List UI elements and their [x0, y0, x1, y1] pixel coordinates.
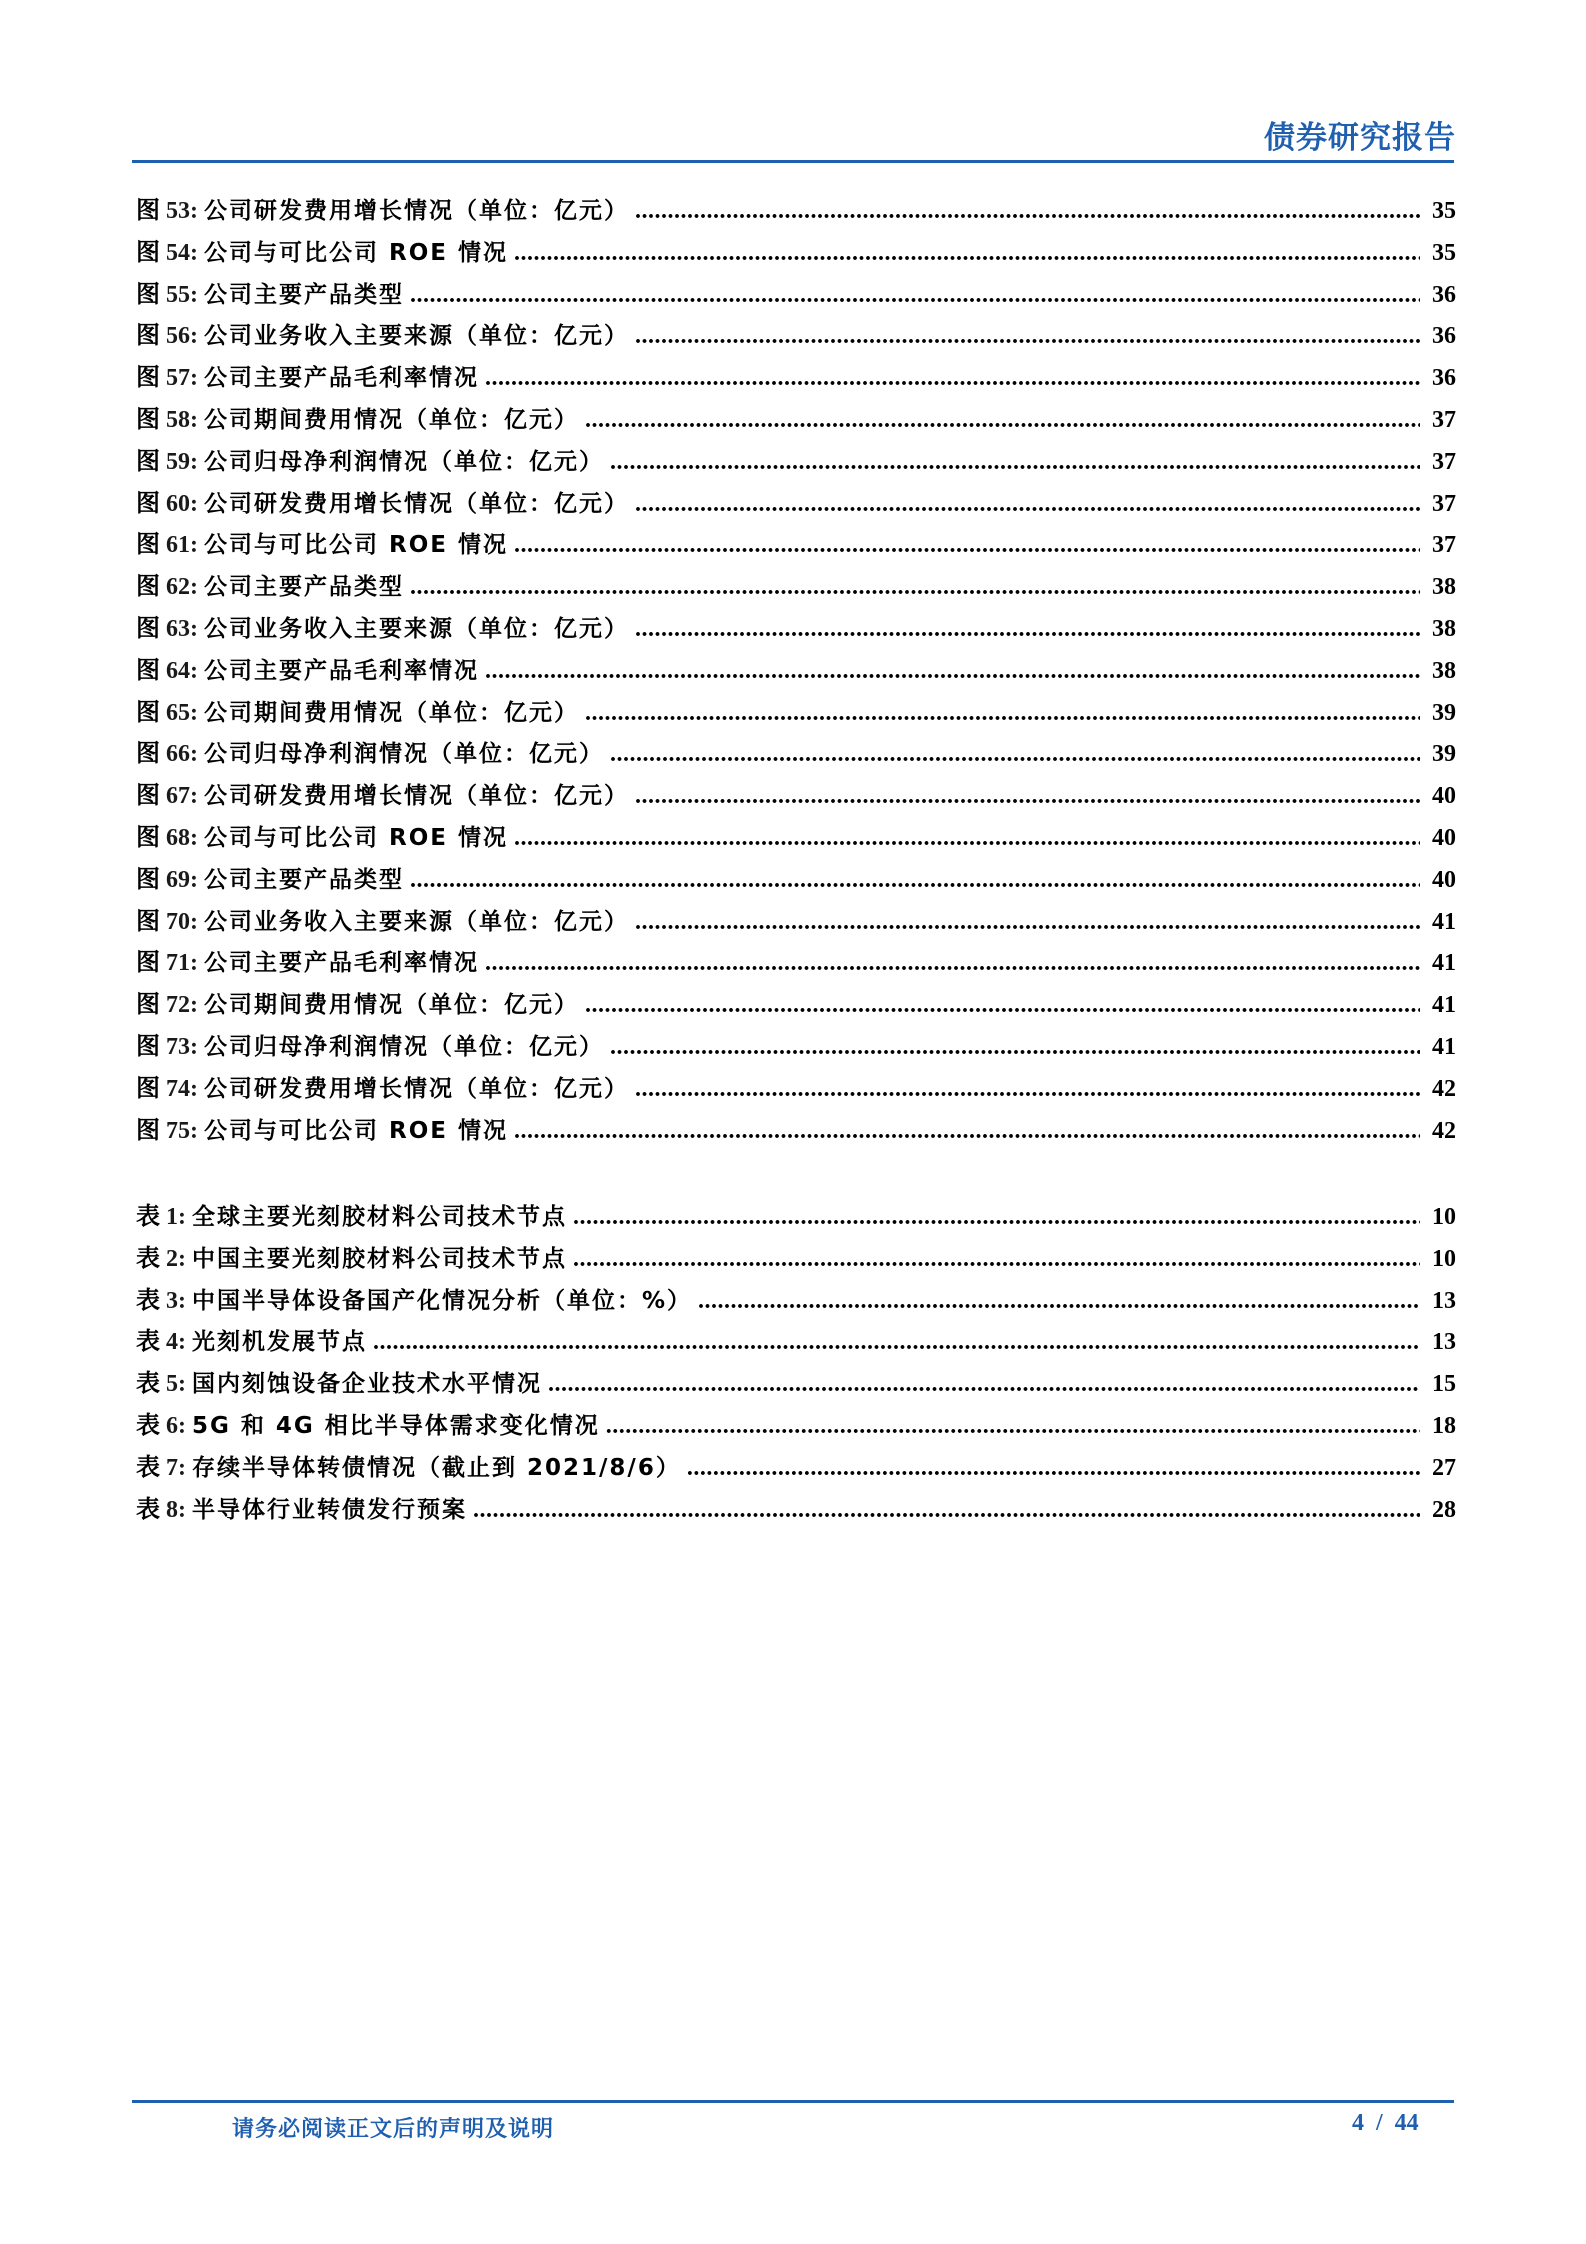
- dot-leader: [635, 616, 1420, 643]
- dot-leader: [635, 909, 1420, 936]
- dot-leader: [635, 323, 1420, 350]
- dot-leader: [585, 407, 1420, 434]
- entry-title: 公司与可比公司 ROE 情况: [204, 824, 508, 851]
- toc-entry[interactable]: [136, 1026, 1456, 1068]
- entry-page-number: 36: [1432, 281, 1456, 308]
- header-divider: [132, 160, 1454, 163]
- entry-page-number: 27: [1432, 1454, 1456, 1481]
- entry-page-number: 15: [1432, 1371, 1456, 1398]
- entry-title: 公司归母净利润情况（单位：亿元）: [204, 448, 604, 475]
- entry-title: 公司主要产品毛利率情况: [204, 365, 479, 392]
- toc-entry[interactable]: [136, 1280, 1456, 1322]
- entry-title: 公司业务收入主要来源（单位：亿元）: [204, 323, 629, 350]
- entry-title: 公司主要产品类型: [204, 866, 404, 893]
- entry-number: 2:: [166, 1245, 186, 1272]
- entry-page-number: 35: [1432, 198, 1456, 224]
- entry-kind: 图: [136, 657, 160, 684]
- entry-number: 72:: [166, 992, 198, 1019]
- entry-kind: 表: [136, 1204, 160, 1230]
- toc-entry[interactable]: [136, 1405, 1456, 1447]
- dot-leader: [373, 1329, 1420, 1356]
- entry-page-number: 35: [1432, 239, 1456, 266]
- entry-page-number: 10: [1432, 1204, 1456, 1230]
- entry-title: 半导体行业转债发行预案: [192, 1496, 467, 1523]
- entry-number: 60:: [166, 490, 198, 517]
- entry-page-number: 38: [1432, 574, 1456, 601]
- toc-entry[interactable]: [136, 1363, 1456, 1405]
- entry-page-number: 39: [1432, 699, 1456, 726]
- entry-page-number: 28: [1432, 1496, 1456, 1523]
- dot-leader: [687, 1455, 1420, 1482]
- entry-kind: 表: [136, 1371, 160, 1398]
- figure-list: [136, 190, 1456, 1151]
- toc-entry[interactable]: [136, 942, 1456, 984]
- entry-kind: 图: [136, 699, 160, 726]
- entry-page-number: 40: [1432, 866, 1456, 893]
- entry-title: 公司研发费用增长情况（单位：亿元）: [204, 198, 629, 224]
- entry-kind: 表: [136, 1496, 160, 1523]
- entry-kind: 图: [136, 950, 160, 977]
- entry-number: 62:: [166, 574, 198, 601]
- entry-page-number: 18: [1432, 1412, 1456, 1439]
- toc-entry[interactable]: [136, 315, 1456, 357]
- entry-number: 71:: [166, 950, 198, 977]
- entry-title: 中国主要光刻胶材料公司技术节点: [192, 1245, 567, 1272]
- entry-title: 公司与可比公司 ROE 情况: [204, 239, 508, 266]
- toc-entry[interactable]: [136, 1447, 1456, 1489]
- entry-page-number: 42: [1432, 1075, 1456, 1102]
- toc-entry[interactable]: [136, 859, 1456, 901]
- entry-title: 公司主要产品类型: [204, 281, 404, 308]
- entry-kind: 图: [136, 992, 160, 1019]
- entry-kind: 表: [136, 1287, 160, 1314]
- toc-entry[interactable]: [136, 357, 1456, 399]
- dot-leader: [410, 282, 1420, 309]
- toc-entry[interactable]: [136, 817, 1456, 859]
- toc-entry[interactable]: [136, 1196, 1456, 1238]
- entry-title: 公司与可比公司 ROE 情况: [204, 1117, 508, 1144]
- entry-kind: 表: [136, 1329, 160, 1356]
- entry-number: 55:: [166, 281, 198, 308]
- dot-leader: [410, 867, 1420, 894]
- entry-title: 公司研发费用增长情况（单位：亿元）: [204, 783, 629, 810]
- page-indicator: 4 / 44: [1352, 2110, 1419, 2136]
- entry-number: 59:: [166, 448, 198, 475]
- entry-kind: 图: [136, 866, 160, 893]
- entry-kind: 图: [136, 615, 160, 642]
- dot-leader: [610, 1034, 1420, 1061]
- header-title: 债券研究报告: [1264, 120, 1456, 156]
- toc-entry[interactable]: [136, 733, 1456, 775]
- entry-kind: 图: [136, 198, 160, 224]
- table-list: [136, 1196, 1456, 1530]
- entry-number: 67:: [166, 783, 198, 810]
- dot-leader: [485, 950, 1420, 977]
- entry-kind: 图: [136, 908, 160, 935]
- entry-page-number: 40: [1432, 824, 1456, 851]
- toc-entry[interactable]: [136, 232, 1456, 274]
- entry-title: 公司期间费用情况（单位：亿元）: [204, 992, 579, 1019]
- entry-kind: 表: [136, 1454, 160, 1481]
- entry-number: 69:: [166, 866, 198, 893]
- entry-page-number: 41: [1432, 950, 1456, 977]
- dot-leader: [573, 1246, 1420, 1273]
- entry-kind: 图: [136, 1117, 160, 1144]
- toc-entry[interactable]: [136, 1489, 1456, 1531]
- entry-page-number: 37: [1432, 448, 1456, 475]
- toc-entry[interactable]: [136, 1238, 1456, 1280]
- entry-page-number: 37: [1432, 490, 1456, 517]
- entry-title: 公司与可比公司 ROE 情况: [204, 532, 508, 559]
- entry-kind: 图: [136, 365, 160, 392]
- entry-kind: 图: [136, 824, 160, 851]
- entry-title: 国内刻蚀设备企业技术水平情况: [192, 1371, 542, 1398]
- entry-number: 63:: [166, 615, 198, 642]
- toc-entry[interactable]: [136, 901, 1456, 943]
- entry-title: 公司业务收入主要来源（单位：亿元）: [204, 615, 629, 642]
- dot-leader: [514, 532, 1420, 559]
- dot-leader: [485, 365, 1420, 392]
- entry-kind: 图: [136, 741, 160, 768]
- entry-number: 5:: [166, 1371, 186, 1398]
- dot-leader: [698, 1288, 1420, 1315]
- entry-kind: 表: [136, 1412, 160, 1439]
- dot-leader: [635, 198, 1420, 225]
- toc-entry[interactable]: [136, 190, 1456, 232]
- entry-title: 公司研发费用增长情况（单位：亿元）: [204, 1075, 629, 1102]
- entry-kind: 图: [136, 323, 160, 350]
- entry-title: 公司期间费用情况（单位：亿元）: [204, 699, 579, 726]
- entry-kind: 图: [136, 783, 160, 810]
- entry-number: 3:: [166, 1287, 186, 1314]
- entry-number: 1:: [166, 1204, 186, 1230]
- entry-number: 6:: [166, 1412, 186, 1439]
- entry-number: 64:: [166, 657, 198, 684]
- entry-page-number: 39: [1432, 741, 1456, 768]
- dot-leader: [585, 700, 1420, 727]
- entry-page-number: 40: [1432, 783, 1456, 810]
- toc-entry[interactable]: [136, 1110, 1456, 1152]
- entry-number: 75:: [166, 1117, 198, 1144]
- dot-leader: [610, 449, 1420, 476]
- entry-title: 公司主要产品毛利率情况: [204, 657, 479, 684]
- entry-number: 54:: [166, 239, 198, 266]
- entry-number: 53:: [166, 198, 198, 224]
- entry-number: 65:: [166, 699, 198, 726]
- dot-leader: [635, 491, 1420, 518]
- entry-kind: 图: [136, 448, 160, 475]
- dot-leader: [635, 783, 1420, 810]
- entry-number: 70:: [166, 908, 198, 935]
- toc-entry[interactable]: [136, 1068, 1456, 1110]
- entry-page-number: 37: [1432, 532, 1456, 559]
- entry-title: 光刻机发展节点: [192, 1329, 367, 1356]
- toc-entry[interactable]: [136, 483, 1456, 525]
- entry-page-number: 38: [1432, 615, 1456, 642]
- toc-entry[interactable]: [136, 1321, 1456, 1363]
- toc-entry[interactable]: [136, 775, 1456, 817]
- entry-kind: 图: [136, 1033, 160, 1060]
- entry-page-number: 36: [1432, 365, 1456, 392]
- entry-number: 68:: [166, 824, 198, 851]
- entry-title: 公司主要产品类型: [204, 574, 404, 601]
- entry-kind: 表: [136, 1245, 160, 1272]
- dot-leader: [548, 1371, 1420, 1398]
- dot-leader: [514, 1118, 1420, 1145]
- entry-number: 73:: [166, 1033, 198, 1060]
- entry-title: 中国半导体设备国产化情况分析（单位：%）: [192, 1287, 693, 1314]
- dot-leader: [610, 741, 1420, 768]
- entry-page-number: 42: [1432, 1117, 1456, 1144]
- entry-page-number: 37: [1432, 406, 1456, 433]
- entry-title: 5G 和 4G 相比半导体需求变化情况: [192, 1412, 600, 1439]
- entry-title: 存续半导体转债情况（截止到 2021/8/6）: [192, 1454, 681, 1481]
- entry-number: 61:: [166, 532, 198, 559]
- toc-entry[interactable]: [136, 608, 1456, 650]
- footer-divider: [132, 2100, 1454, 2103]
- toc-entry[interactable]: [136, 274, 1456, 316]
- entry-page-number: 13: [1432, 1287, 1456, 1314]
- footer-disclaimer: 请务必阅读正文后的声明及说明: [232, 2117, 555, 2142]
- dot-leader: [573, 1204, 1420, 1231]
- dot-leader: [485, 658, 1420, 685]
- entry-number: 56:: [166, 323, 198, 350]
- entry-kind: 图: [136, 406, 160, 433]
- entry-page-number: 41: [1432, 908, 1456, 935]
- toc-entry[interactable]: [136, 566, 1456, 608]
- dot-leader: [585, 992, 1420, 1019]
- toc-entry[interactable]: [136, 399, 1456, 441]
- entry-number: 4:: [166, 1329, 186, 1356]
- dot-leader: [514, 825, 1420, 852]
- entry-title: 公司期间费用情况（单位：亿元）: [204, 406, 579, 433]
- entry-kind: 图: [136, 574, 160, 601]
- toc-entry[interactable]: [136, 441, 1456, 483]
- entry-title: 公司归母净利润情况（单位：亿元）: [204, 1033, 604, 1060]
- dot-leader: [606, 1413, 1420, 1440]
- entry-page-number: 36: [1432, 323, 1456, 350]
- entry-kind: 图: [136, 490, 160, 517]
- dot-leader: [473, 1497, 1420, 1524]
- entry-page-number: 41: [1432, 992, 1456, 1019]
- toc-entry[interactable]: [136, 650, 1456, 692]
- entry-kind: 图: [136, 1075, 160, 1102]
- entry-title: 公司归母净利润情况（单位：亿元）: [204, 741, 604, 768]
- entry-page-number: 38: [1432, 657, 1456, 684]
- entry-page-number: 13: [1432, 1329, 1456, 1356]
- dot-leader: [410, 574, 1420, 601]
- entry-page-number: 10: [1432, 1245, 1456, 1272]
- entry-number: 7:: [166, 1454, 186, 1481]
- toc-entry[interactable]: [136, 524, 1456, 566]
- entry-kind: 图: [136, 281, 160, 308]
- entry-title: 公司主要产品毛利率情况: [204, 950, 479, 977]
- entry-number: 57:: [166, 365, 198, 392]
- entry-title: 公司研发费用增长情况（单位：亿元）: [204, 490, 629, 517]
- entry-page-number: 41: [1432, 1033, 1456, 1060]
- entry-kind: 图: [136, 239, 160, 266]
- entry-number: 8:: [166, 1496, 186, 1523]
- dot-leader: [514, 240, 1420, 267]
- entry-number: 74:: [166, 1075, 198, 1102]
- entry-title: 全球主要光刻胶材料公司技术节点: [192, 1204, 567, 1230]
- entry-kind: 图: [136, 532, 160, 559]
- entry-number: 66:: [166, 741, 198, 768]
- entry-title: 公司业务收入主要来源（单位：亿元）: [204, 908, 629, 935]
- toc-entry[interactable]: [136, 692, 1456, 734]
- dot-leader: [635, 1076, 1420, 1103]
- toc-entry[interactable]: [136, 984, 1456, 1026]
- entry-number: 58:: [166, 406, 198, 433]
